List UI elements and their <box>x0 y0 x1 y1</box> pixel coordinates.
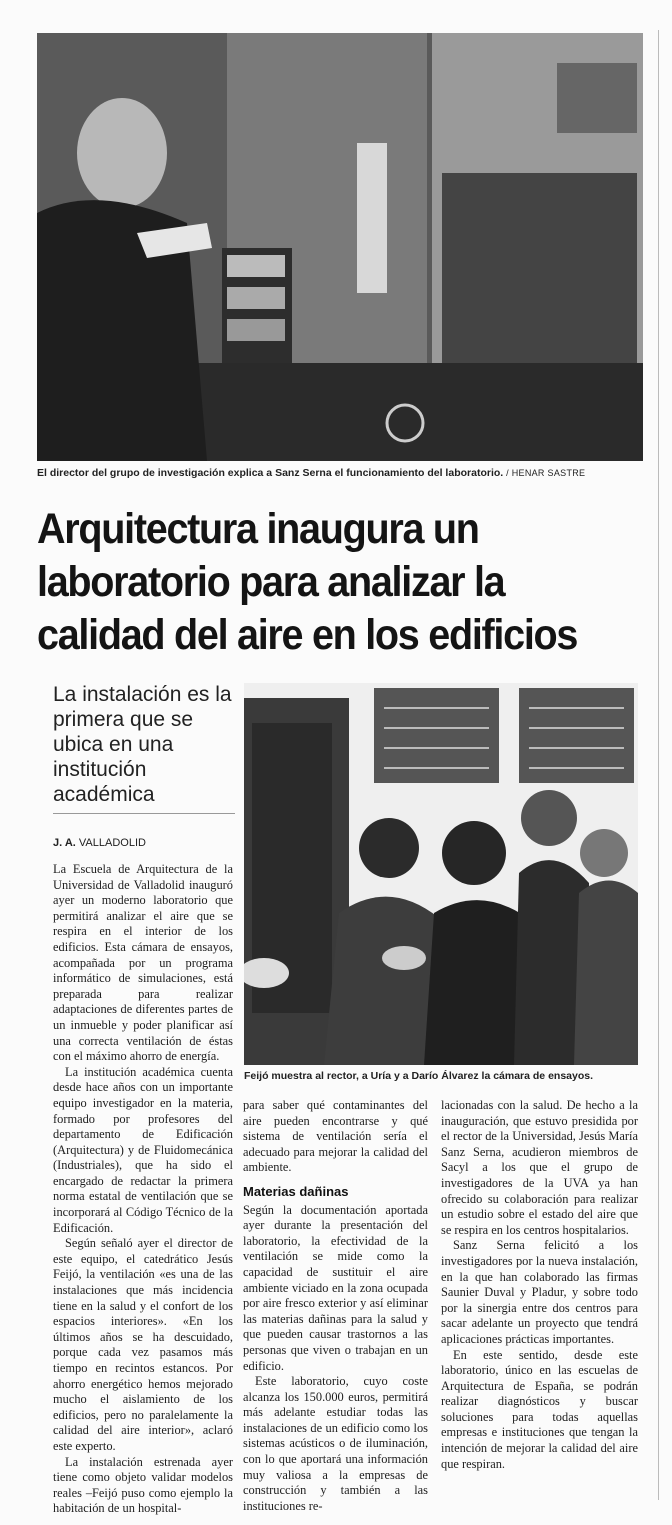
col1-paragraph-1: La Escuela de Arquitectura de la Universidad de Valladolid inauguró ayer un moderno laboratorio que permitirá analizar el aire que se respira en el interior de los edificios. Esta cámara de ensayos, acompañada por un programa informático de simulaciones, está preparada para realizar adaptaciones de diferentes partes de un inmueble y poder planificar así una correcta ventilación de éstas con el máximo ahorro de energía. <box>53 862 233 1064</box>
section-heading-materias: Materias dañinas <box>243 1183 349 1199</box>
top-photo-caption-text: El director del grupo de investigación explica a Sanz Serna el funcionamiento del laboratorio. <box>37 467 504 479</box>
photo-credit: / HENAR SASTRE <box>506 468 586 478</box>
col1-paragraph-3: Según señaló ayer el director de este equipo, el catedrático Jesús Feijó, la ventilación «es una de las instalaciones que más incidencia tiene en la salud y el confort de los espacios interiores». «En los últimos años se ha descuidado, porque cada vez pasamos más tiempo en recintos estancos. Por ahorro energético hemos mejorado mucho el aislamiento de los edificios, pero no paralelamente la calidad del aire interior», aclaró este experto. <box>53 1236 233 1453</box>
col3-paragraph-2: Sanz Serna felicitó a los investigadores por la nueva instalación, en la que han colaborado las firmas Saunier Duval y Pladur, y sobre todo por la sinergia entre dos centros para sacar adelante un proyecto que tendrá aplicaciones prácticas importantes. <box>441 1238 638 1346</box>
col3-paragraph-3: En este sentido, desde este laboratorio, único en las escuelas de Arquitectura de España, se podrán realizar diagnósticos y buscar soluciones para todas aquellas empresas e instituciones que tengan la intención de mejorar la calidad del aire que respiran. <box>441 1347 638 1471</box>
byline-place: VALLADOLID <box>78 837 146 849</box>
top-photo-caption <box>37 466 585 480</box>
col2-paragraph-2: Según la documentación aportada ayer durante la presentación del laboratorio, la efectividad de la ventilación se mide como la capacidad de sustituir el aire ambiente viciado en la zona ocupada por aire fresco exterior y así eliminar las materias dañinas para la salud y que pueden causar trastornos a las personas que viven o trabajan en un edificio. <box>243 1202 428 1373</box>
subheadline-divider <box>53 813 235 814</box>
article-column-1 <box>53 862 233 1517</box>
col2-paragraph-1: para saber qué contaminantes del aire pueden encontrarse y qué sistema de ventilación sería el adecuado para mejorar la calidad del ambiente. <box>243 1098 428 1175</box>
top-photo <box>37 33 643 461</box>
col1-paragraph-4: La instalación estrenada ayer tiene como objeto validar modelos reales –Feijó puso como ejemplo la habitación de un hospital- <box>53 1454 233 1516</box>
col3-paragraph-1: lacionadas con la salud. De hecho a la inauguración, que estuvo presidida por el rector de la Universidad, Jesús María Sanz Serna, acudieron miembros de Sacyl a los que el grupo de investigadores de la UVA ya han ofrecido su colaboración para realizar un estudio sobre el estado del aire que se respira en los centros hospitalarios. <box>441 1098 638 1237</box>
article-column-3 <box>441 1098 638 1472</box>
col2-paragraph-3: Este laboratorio, cuyo coste alcanza los 150.000 euros, permitirá más adelante estudiar todas las instalaciones de un edificio como los sistemas acústicos o de iluminación, con lo que aportará una información muy valiosa a la empresas de construcción y también a las instituciones re- <box>243 1374 428 1513</box>
article-column-2 <box>243 1098 428 1514</box>
headline: Arquitectura inaugura un laboratorio para analizar la calidad del aire en los edificios <box>37 505 578 659</box>
bottom-photo <box>244 683 638 1065</box>
subheadline: La instalación es la primera que se ubica en una institución académica <box>53 683 232 806</box>
bottom-photo-caption: Feijó muestra al rector, a Uría y a Darío Álvarez la cámara de ensayos. <box>244 1070 594 1082</box>
page-edge-rule <box>658 30 659 1500</box>
byline <box>53 837 146 849</box>
byline-author: J. A. <box>53 837 76 849</box>
col1-paragraph-2: La institución académica cuenta desde hace años con un importante equipo investigador en la materia, formado por profesores del departamento de Edificación (Arquitectura) y de Fluidomecánica (Industriales), que ha sido el encargado de redactar la primera norma estatal de ventilación que se incorporará al Código Técnico de la Edificación. <box>53 1064 233 1235</box>
